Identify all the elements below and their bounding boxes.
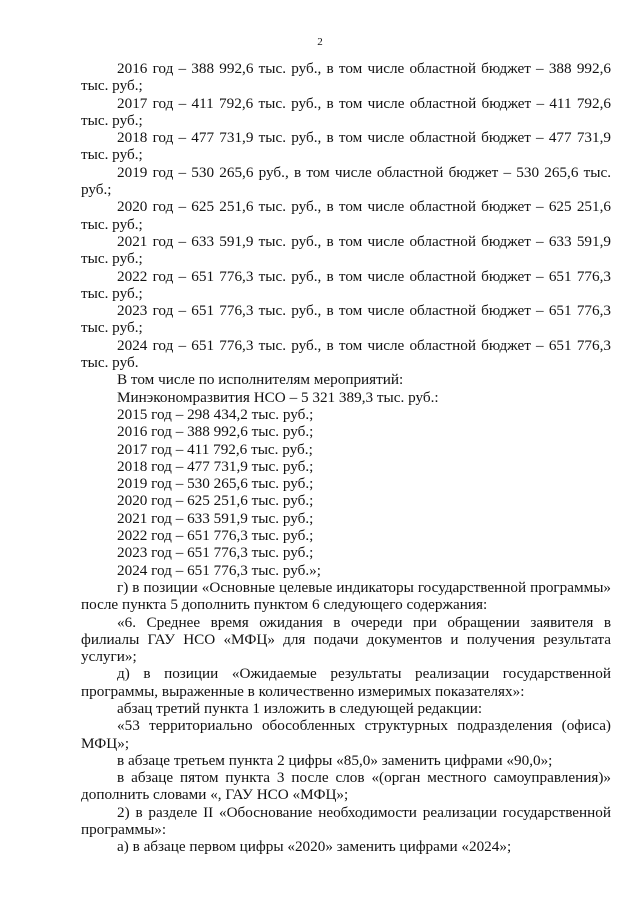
list-item: 2017 год – 411 792,6 тыс. руб.; [117,440,313,458]
list-item: 2016 год – 388 992,6 тыс. руб.; [117,423,314,441]
paragraph: г) в позиции «Основные целевые индикаторы государственной программы» после пункта 5 дополнить пунктом 6 следующего содержания: [81,578,611,614]
paragraph: в абзаце пятом пункта 3 после слов «(орган местного самоуправления)» дополнить словами «, ГАУ НСО «МФЦ»; [81,769,611,804]
list-item: 2023 год – 651 776,3 тыс. руб.; [117,544,314,562]
document-body [81,60,611,856]
list-item: 2015 год – 298 434,2 тыс. руб.; [117,405,314,423]
paragraph: «53 территориально обособленных структурных подразделения (офиса) МФЦ»; [81,717,611,752]
list-item: 2021 год – 633 591,9 тыс. руб.; [117,509,314,527]
list-item: 2022 год – 651 776,3 тыс. руб.; [117,527,314,545]
paragraph: 2023 год – 651 776,3 тыс. руб., в том числе областной бюджет – 651 776,3 тыс. руб.; [81,302,611,337]
paragraph: 2018 год – 477 731,9 тыс. руб., в том числе областной бюджет – 477 731,9 тыс. руб.; [81,129,611,164]
paragraph: 2021 год – 633 591,9 тыс. руб., в том числе областной бюджет – 633 591,9 тыс. руб.; [81,232,611,268]
paragraph: 2017 год – 411 792,6 тыс. руб., в том числе областной бюджет – 411 792,6 тыс. руб.; [81,94,611,129]
paragraph: 2019 год – 530 265,6 руб., в том числе областной бюджет – 530 265,6 тыс. руб.; [81,163,611,199]
paragraph: В том числе по исполнителям мероприятий: [117,371,404,389]
paragraph: а) в абзаце первом цифры «2020» заменить цифрами «2024»; [117,838,512,856]
paragraph: 2024 год – 651 776,3 тыс. руб., в том числе областной бюджет – 651 776,3 тыс. руб. [81,336,611,372]
list-item: 2019 год – 530 265,6 тыс. руб.; [117,475,314,493]
paragraph: д) в позиции «Ожидаемые результаты реализации государственной программы, выраженные в количественно измеримых показателях»: [81,665,611,700]
paragraph: Минэкономразвития НСО – 5 321 389,3 тыс. руб.: [117,388,439,406]
paragraph: 2016 год – 388 992,6 тыс. руб., в том числе областной бюджет – 388 992,6 тыс. руб.; [81,60,611,95]
paragraph: 2) в разделе II «Обоснование необходимости реализации государственной программы»: [81,803,611,839]
paragraph: «6. Среднее время ожидания в очереди при обращении заявителя в филиалы ГАУ НСО «МФЦ» для подачи документов и получения результата услуги»; [81,613,611,666]
list-item: 2018 год – 477 731,9 тыс. руб.; [117,457,314,475]
page-number: 2 [317,36,323,48]
list-item: 2024 год – 651 776,3 тыс. руб.»; [117,561,321,579]
list-item: 2020 год – 625 251,6 тыс. руб.; [117,492,314,510]
paragraph: абзац третий пункта 1 изложить в следующей редакции: [117,699,483,717]
paragraph: в абзаце третьем пункта 2 цифры «85,0» заменить цифрами «90,0»; [117,751,553,769]
paragraph: 2020 год – 625 251,6 тыс. руб., в том числе областной бюджет – 625 251,6 тыс. руб.; [81,198,611,233]
paragraph: 2022 год – 651 776,3 тыс. руб., в том числе областной бюджет – 651 776,3 тыс. руб.; [81,267,611,302]
